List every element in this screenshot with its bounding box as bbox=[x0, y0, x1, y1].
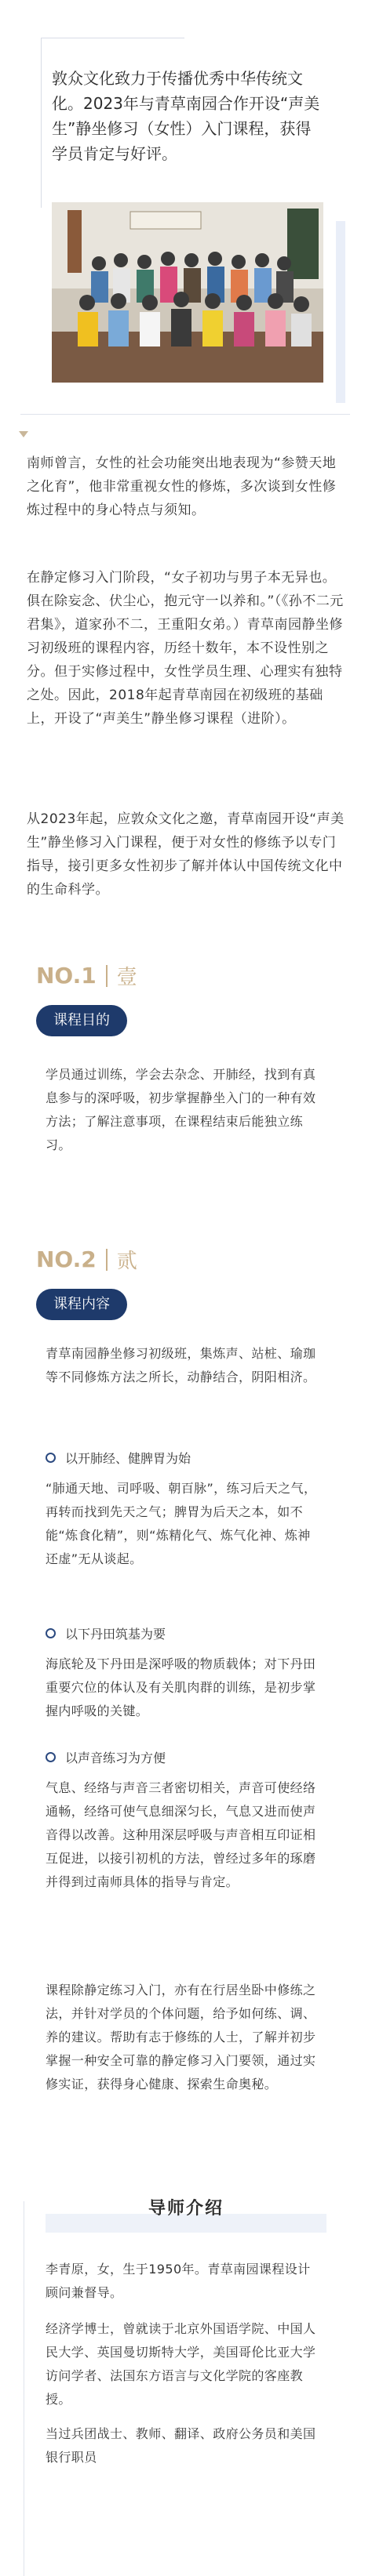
bullet-1-title: 以开肺经、健脾胃为始 bbox=[65, 1451, 191, 1466]
section-1-heading bbox=[36, 961, 137, 990]
section-1-number: NO.1 bbox=[36, 963, 97, 989]
bullet-circle-icon bbox=[46, 1752, 56, 1762]
section-1-cn-number: 壹 bbox=[116, 966, 137, 989]
decorative-accent-bar bbox=[336, 221, 345, 403]
bullet-circle-icon bbox=[46, 1453, 56, 1463]
intro-text: 敦众文化致力于传播优秀中华传统文化。2023年与青草南园合作开设“声美生”静坐修习（女性）入门课程，获得学员肯定与好评。 bbox=[52, 69, 320, 163]
section-2-heading bbox=[36, 1245, 137, 1274]
group-photo bbox=[52, 202, 323, 383]
section-2-number: NO.2 bbox=[36, 1246, 97, 1272]
bullet-1-text: “肺通天地、司呼吸、朝百脉”，练习后天之气，再转而找到先天之气；脾胃为后天之本，如不能“炼食化精”，则“炼精化气、炼气化神、炼神还虚”无从谈起。 bbox=[46, 1481, 317, 1566]
section-1-text: 学员通过训练，学会去杂念、开肺经，找到有真息参与的深呼吸，初步掌握静坐入门的一种有效方法；了解注意事项，在课程结束后能独立练习。 bbox=[46, 1067, 316, 1152]
section-2-outro: 课程除静定练习入门，亦有在行居坐卧中修练之法，并针对学员的个体问题，给予如何练、调、养的建议。帮助有志于修练的人士，了解并初步掌握一种安全可靠的静定修习入门要领，通过实修实证，获得身心健康、探索生命奥秘。 bbox=[46, 1983, 316, 2092]
bullet-3-title: 以声音练习为方便 bbox=[65, 1751, 166, 1765]
section-1-pill: 课程目的 bbox=[36, 1005, 127, 1036]
bullet-2-title: 以下丹田筑基为要 bbox=[65, 1627, 166, 1642]
mentor-paragraph-2: 经济学博士，曾就读于北京外国语学院、中国人民大学、英国曼切斯特大学，美国哥伦比亚大学访问学者、法国东方语言与文化学院的客座教授。 bbox=[46, 2321, 316, 2407]
bullet-3-text: 气息、经络与声音三者密切相关，声音可使经络通畅，经络可使气息细深匀长，气息又进而使声音得以改善。这种用深层呼吸与声音相互印证相互促进，以接引初机的方法，曾经过多年的琢磨并得到过南师具体的指导与肯定。 bbox=[46, 1780, 316, 1889]
bullet-2 bbox=[46, 1624, 166, 1642]
section-2-pill: 课程内容 bbox=[36, 1289, 127, 1320]
mentor-paragraph-3: 当过兵团战士、教师、翻译、政府公务员和美国银行职员 bbox=[46, 2426, 316, 2465]
bullet-2-text: 海底轮及下丹田是深呼吸的物质载体；对下丹田重要穴位的体认及有关肌肉群的训练，是初步掌握内呼吸的关键。 bbox=[46, 1656, 316, 1718]
group-photo-illustration bbox=[52, 202, 323, 383]
mentor-title: 导师介绍 bbox=[148, 2199, 224, 2219]
section-divider bbox=[20, 414, 350, 415]
bullet-circle-icon bbox=[46, 1628, 56, 1638]
bullet-1 bbox=[46, 1449, 191, 1467]
heading-separator bbox=[106, 965, 108, 987]
chevron-down-icon bbox=[19, 431, 28, 437]
section-2-intro: 青草南园静坐修习初级班，集炼声、站桩、瑜珈等不同修炼方法之所长，动静结合，阴阳相济。 bbox=[46, 1346, 316, 1384]
heading-separator bbox=[106, 1249, 108, 1271]
paragraph-2: 在静定修习入门阶段，“女子初功与男子本无异也。俱在除妄念、伏尘心，抱元守一以养和。”（《孙不二元君集》，道家孙不二，王重阳女弟。）青草南园静坐修习初级班的课程内容，历经十数年，本不设性别之分。但于实修过程中，女性学员生理、心理实有独特之处。因此，2018年起青草南园在初级班的基础上，开设了“声美生”静坐修习课程（进阶）。 bbox=[27, 570, 344, 727]
section-2-cn-number: 贰 bbox=[116, 1250, 137, 1273]
mentor-paragraph-1: 李青原，女，生于1950年。青草南园课程设计顾问兼督导。 bbox=[46, 2262, 311, 2300]
paragraph-1: 南师曾言，女性的社会功能突出地表现为“参赞天地之化育”，他非常重视女性的修炼，多次谈到女性修炼过程中的身心特点与须知。 bbox=[27, 455, 337, 518]
bullet-3 bbox=[46, 1748, 166, 1766]
paragraph-3: 从2023年起，应敦众文化之邀，青草南园开设“声美生”静坐修习入门课程，便于对女性的修练予以专门指导，接引更多女性初步了解并体认中国传统文化中的生命科学。 bbox=[27, 811, 345, 898]
